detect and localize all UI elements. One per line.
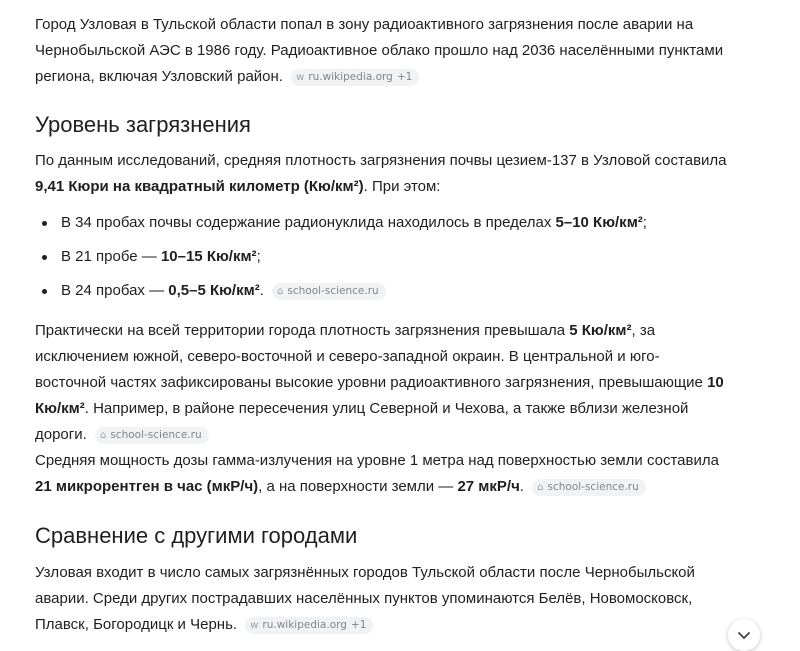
source-chip-school-science[interactable]	[532, 479, 646, 496]
pollution-text: . При этом:	[363, 178, 441, 195]
list-item-value: 5–10 Кю/км²	[555, 214, 643, 231]
pollution-text: исключением южной, северо-восточной и северо-западной окраин. В центральной и юго-	[35, 348, 660, 365]
compare-paragraph	[35, 560, 755, 638]
list-item-text: В 21 пробе —	[61, 248, 161, 265]
source-more-count: +1	[350, 619, 367, 631]
list-item-end: ;	[256, 248, 261, 265]
source-chip-wikipedia[interactable]	[245, 617, 373, 634]
pollution-density-value: 9,41 Кюри на квадратный километр (Кю/км²)	[35, 178, 364, 195]
list-item	[35, 278, 755, 304]
list-item-end: ;	[642, 214, 647, 231]
site-icon: ⌂	[277, 286, 284, 297]
source-chip-school-science[interactable]	[272, 283, 386, 300]
pollution-value: Кю/км²	[35, 400, 85, 417]
source-label: school-science.ru	[287, 285, 379, 297]
gamma-value: 27 мкР/ч	[457, 478, 520, 495]
source-label: school-science.ru	[110, 429, 202, 441]
source-chip-wikipedia[interactable]	[291, 69, 419, 86]
pollution-text: восточной частях зафиксированы высокие уровни радиоактивного загрязнения, превышающие	[35, 374, 708, 391]
source-chip-school-science[interactable]	[95, 427, 209, 444]
compare-text: Плавск, Богородицк и Чернь.	[35, 616, 238, 633]
scroll-down-button[interactable]	[728, 619, 760, 651]
list-item-end: .	[259, 282, 264, 299]
pollution-value: 10	[707, 374, 724, 391]
pollution-value: 5 Кю/км²	[569, 322, 632, 339]
list-item	[35, 210, 755, 236]
gamma-text: Средняя мощность дозы гамма-излучения на уровне 1 метра над поверхностью земли составила	[35, 452, 719, 469]
list-item-text: В 24 пробах —	[61, 282, 169, 299]
chevron-down-icon	[737, 628, 751, 642]
section-heading-pollution: Уровень загрязнения	[35, 112, 251, 137]
section-heading-compare: Сравнение с другими городами	[35, 523, 358, 548]
source-label: school-science.ru	[547, 481, 639, 493]
compare-text: аварии. Среди других пострадавших населённых пунктов упоминаются Белёв, Новомосковск,	[35, 590, 693, 607]
intro-text: Город Узловая в Тульской области попал в зону радиоактивного загрязнения после аварии на	[35, 16, 694, 33]
list-item-text: В 34 пробах почвы содержание радионуклида находилось в пределах	[61, 214, 556, 231]
gamma-value: 21 микрорентген в час (мкР/ч)	[35, 478, 259, 495]
pollution-text: дороги.	[35, 426, 87, 443]
wikipedia-w-icon: w	[296, 72, 305, 83]
list-item	[35, 244, 755, 270]
source-more-count: +1	[396, 71, 413, 83]
intro-text: Чернобыльской АЭС в 1986 году. Радиоактивное облако прошло над 2036 населёнными пунктами	[35, 42, 724, 59]
list-item-value: 0,5–5 Кю/км²	[168, 282, 260, 299]
pollution-text: . Например, в районе пересечения улиц Северной и Чехова, а также вблизи железной	[84, 400, 689, 417]
list-item-value: 10–15 Кю/км²	[160, 248, 257, 265]
site-icon: ⌂	[537, 482, 544, 493]
pollution-paragraph	[35, 148, 755, 200]
pollution-text: По данным исследований, средняя плотность загрязнения почвы цезием-137 в Узловой составила	[35, 152, 727, 169]
answer-content	[35, 12, 755, 638]
compare-text: Узловая входит в число самых загрязнённых городов Тульской области после Чернобыльской	[35, 564, 695, 581]
gamma-dose-paragraph	[35, 448, 755, 500]
source-label: ru.wikipedia.org	[262, 619, 347, 631]
site-icon: ⌂	[99, 430, 107, 441]
pollution-text: , за	[631, 322, 656, 339]
pollution-text: Практически на всей территории города плотность загрязнения превышала	[35, 322, 570, 339]
gamma-text: , а на поверхности земли —	[258, 478, 458, 495]
wikipedia-w-icon: w	[250, 620, 259, 631]
pollution-territory-paragraph	[35, 318, 755, 448]
intro-text: региона, включая Узловский район.	[35, 68, 283, 85]
gamma-text: .	[519, 478, 524, 495]
intro-paragraph	[35, 12, 755, 90]
source-label: ru.wikipedia.org	[308, 71, 393, 83]
samples-list	[35, 210, 755, 304]
